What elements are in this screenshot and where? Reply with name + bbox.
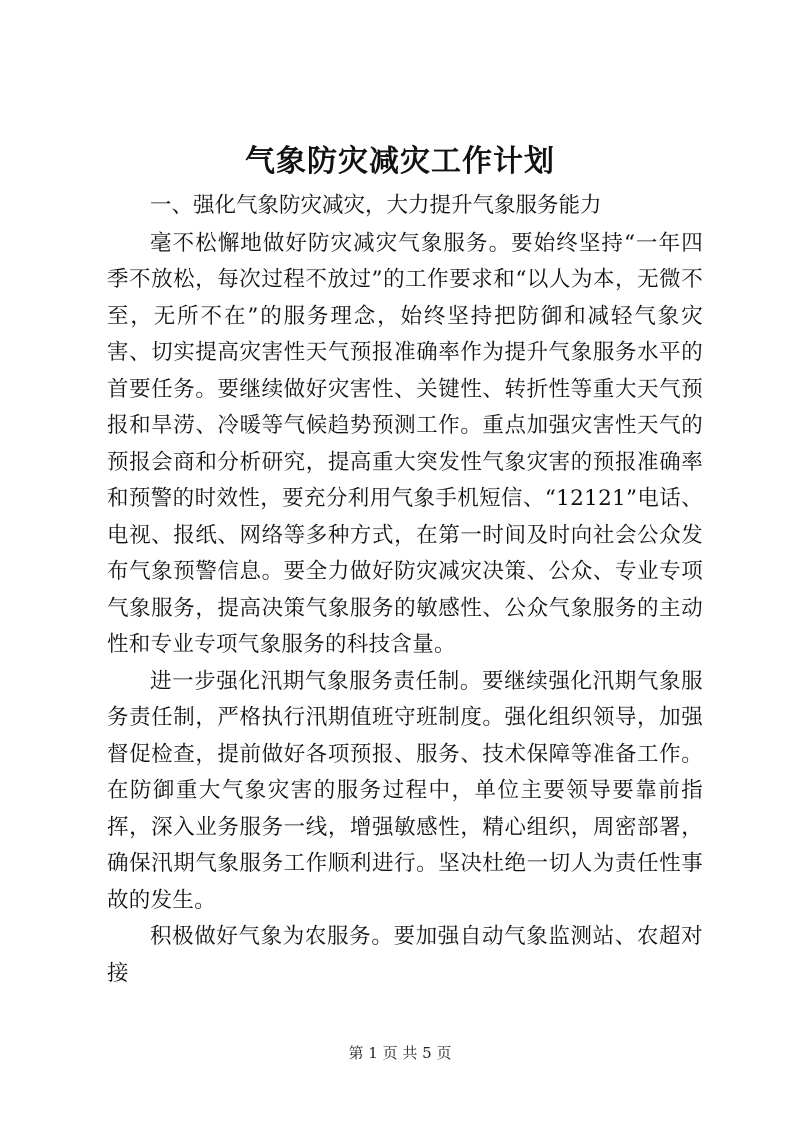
paragraph-disaster-service: 毫不松懈地做好防灾减灾气象服务。要始终坚持“一年四季不放松，每次过程不放过”的工作要求和“以人为本，无微不至，无所不在”的服务理念，始终坚持把防御和减轻气象灾害、切实提高灾害性天气预报准确率作为提升气象服务水平的首要任务。要继续做好灾害性、关键性、转折性等重大天气预报和旱涝、冷暖等气候趋势预测工作。重点加强灾害性天气的预报会商和分析研究，提高重大突发性气象灾害的预报准确率和预警的时效性，要充分利用气象手机短信、“12121”电话、电视、报纸、网络等多种方式，在第一时间及时向社会公众发布气象预警信息。要全力做好防灾减灾决策、公众、专业专项气象服务，提高决策气象服务的敏感性、公众气象服务的主动性和专业专项气象服务的科技含量。 [107,230,703,657]
document-body [107,188,703,992]
paragraph-agriculture: 积极做好气象为农服务。要加强自动气象监测站、农超对接 [107,924,703,986]
section-heading: 一、强化气象防灾减灾，大力提升气象服务能力 [150,193,602,218]
page-number-footer: 第 1 页 共 5 页 [348,1044,452,1062]
document-title: 气象防灾减灾工作计划 [245,144,555,179]
paragraph-flood-season: 进一步强化汛期气象服务责任制。要继续强化汛期气象服务责任制，严格执行汛期值班守班制度。强化组织领导，加强督促检查，提前做好各项预报、服务、技术保障等准备工作。在防御重大气象灾害的服务过程中，单位主要领导要靠前指挥，深入业务服务一线，增强敏感性，精心组织，周密部署，确保汛期气象服务工作顺利进行。坚决杜绝一切人为责任性事故的发生。 [107,668,703,913]
